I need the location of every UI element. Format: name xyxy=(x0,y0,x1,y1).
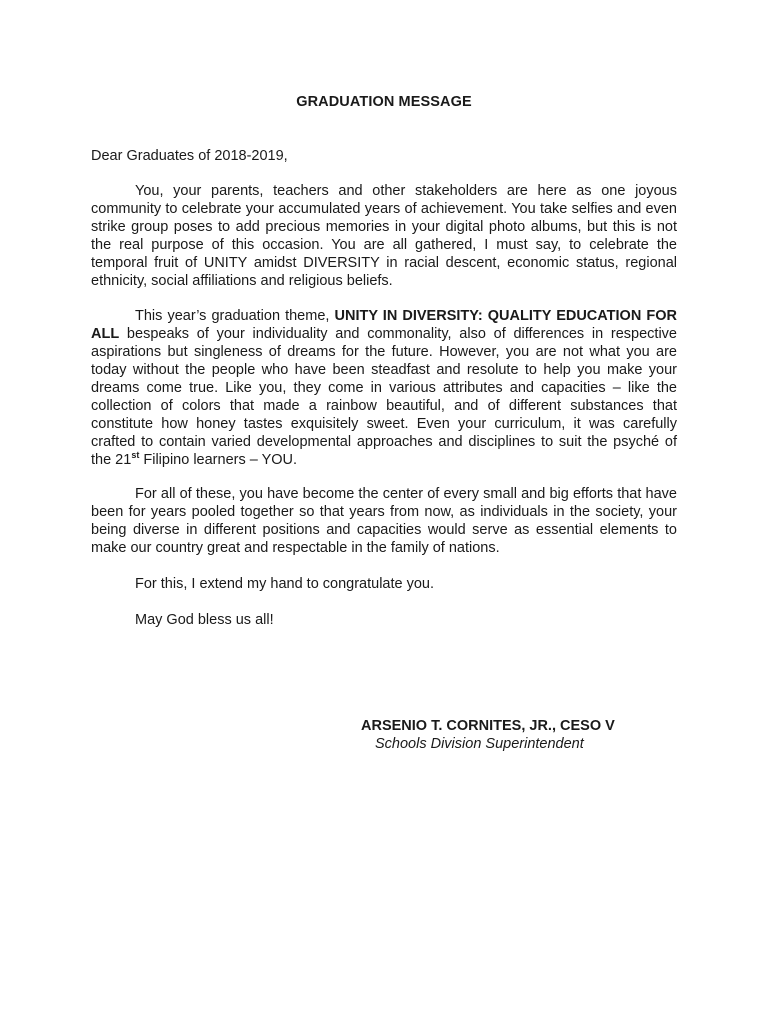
closing-blessing: May God bless us all! xyxy=(135,612,274,628)
paragraph-2-intro: This year’s graduation theme, xyxy=(135,308,335,324)
paragraph-4: For this, I extend my hand to congratulate you. xyxy=(135,576,435,592)
paragraph-2-body: bespeaks of your individuality and commonality, also of differences in respective aspirations but singleness of dreams for the future. However, you are not what you are today without the people who have been steadfast and resolute to help you make your dreams come true. Like you, they come in various attributes and capacities – like the collection of colors that made a rainbow beautiful, and of different substances that constitute how honey tastes exquisitely sweet. Even your curriculum, it was carefully crafted to contain varied developmental approaches and disciplines to suit the psyché of the 21 xyxy=(91,326,677,468)
paragraph-1: You, your parents, teachers and other stakeholders are here as one joyous community to celebrate your accumulated years of achievement. You take selfies and even strike group poses to add precious memories in your digital photo albums, but this is not the real purpose of this occasion. You are all gathered, I must say, to celebrate the temporal fruit of UNITY amidst DIVERSITY in racial descent, economic status, regional ethnicity, social affiliations and religious beliefs. xyxy=(91,183,677,289)
graduation-theme: UNITY IN DIVERSITY: QUALITY EDUCATION FOR ALL xyxy=(91,308,677,342)
paragraph-3: For all of these, you have become the center of every small and big efforts that have been for years pooled together so that years from now, as individuals in the society, your being diverse in different positions and capacities would serve as essential elements to make our country great and respectable in the family of nations. xyxy=(91,486,677,556)
salutation: Dear Graduates of 2018-2019, xyxy=(91,148,288,164)
signatory-title: Schools Division Superintendent xyxy=(375,736,584,752)
paragraph-2 xyxy=(91,307,677,469)
paragraph-2-end: Filipino learners – YOU. xyxy=(139,452,298,468)
signatory-name: ARSENIO T. CORNITES, JR., CESO V xyxy=(361,718,615,734)
page-title: GRADUATION MESSAGE xyxy=(296,94,472,110)
ordinal-suffix: st xyxy=(131,450,140,461)
